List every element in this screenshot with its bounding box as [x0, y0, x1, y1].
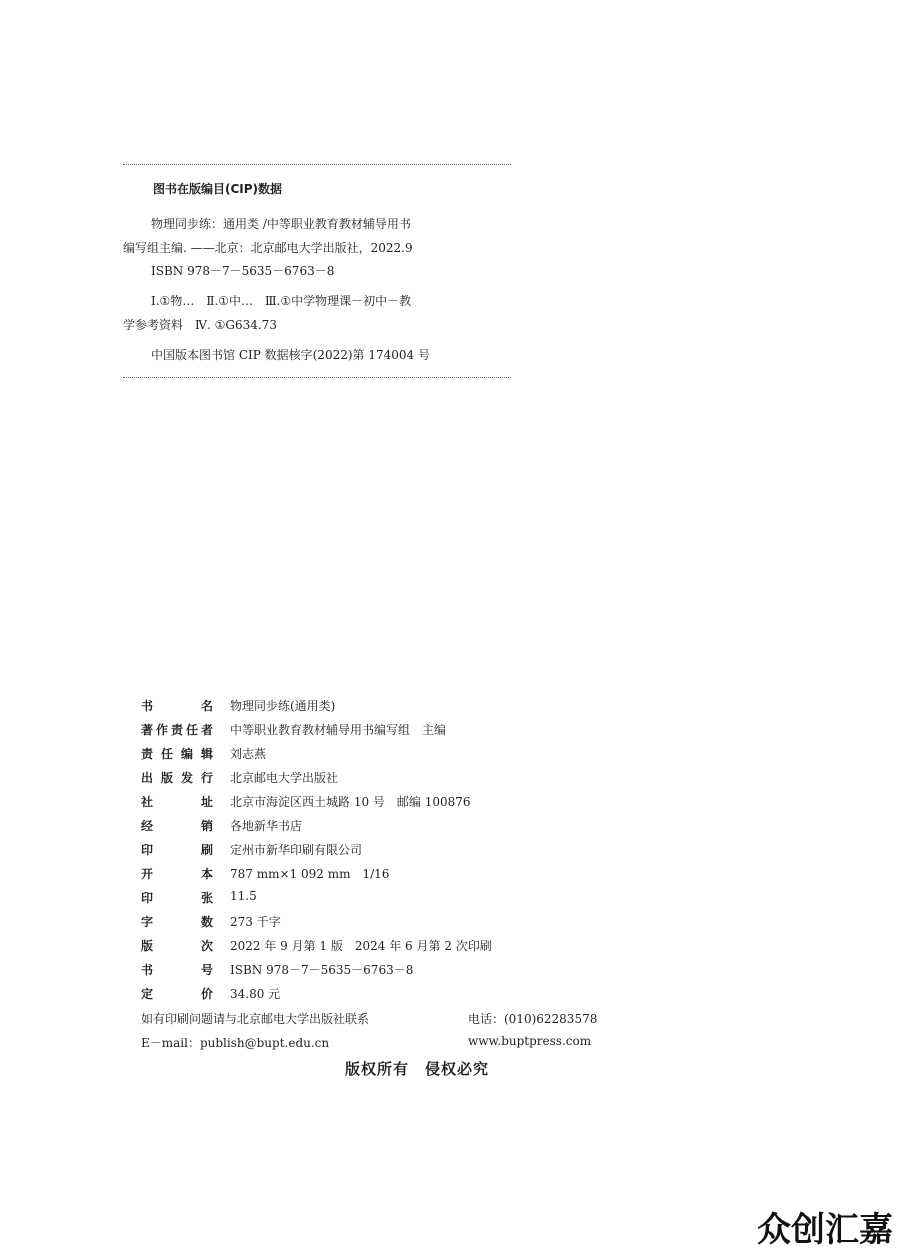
- info-value: 273 千字: [230, 915, 281, 929]
- info-value: 北京邮电大学出版社: [230, 771, 339, 785]
- publisher-website: www.buptpress.com: [468, 1034, 592, 1048]
- cip-line: 中国版本图书馆 CIP 数据核字(2022)第 174004 号: [151, 348, 430, 362]
- info-label: 字数: [141, 915, 213, 929]
- cip-line: 学参考资料 Ⅳ. ①G634.73: [123, 318, 277, 332]
- cip-data-block: [123, 164, 511, 378]
- cip-line: 物理同步练：通用类 /中等职业教育教材辅导用书: [151, 217, 411, 231]
- info-value: 各地新华书店: [230, 819, 303, 833]
- contact-email: E－mail：publish@bupt.edu.cn: [141, 1036, 330, 1050]
- cip-heading: 图书在版编目(CIP)数据: [153, 182, 283, 196]
- info-value: 2022 年 9 月第 1 版 2024 年 6 月第 2 次印刷: [230, 939, 492, 953]
- cip-line: ISBN 978－7－5635－6763－8: [151, 264, 335, 278]
- watermark-logo: 众创汇嘉: [757, 1210, 893, 1250]
- info-label: 经销: [141, 819, 213, 833]
- info-label: 出版发行: [141, 771, 213, 785]
- bottom-dotted-divider: [123, 377, 511, 378]
- contact-phone: 电话：(010)62283578: [468, 1012, 598, 1026]
- info-value: 中等职业教育教材辅导用书编写组 主编: [230, 723, 447, 737]
- info-value: 787 mm×1 092 mm 1/16: [230, 867, 390, 881]
- print-contact-text: 如有印刷问题请与北京邮电大学出版社联系: [141, 1012, 370, 1026]
- info-label: 书名: [141, 699, 213, 713]
- info-label: 责任编辑: [141, 747, 213, 761]
- info-label: 印刷: [141, 843, 213, 857]
- info-value: 定州市新华印刷有限公司: [230, 843, 363, 857]
- info-value: 物理同步练(通用类): [230, 699, 336, 713]
- info-value: 34.80 元: [230, 987, 281, 1001]
- cip-line: Ⅰ.①物… Ⅱ.①中… Ⅲ.①中学物理课－初中－教: [151, 294, 412, 308]
- cip-line: 编写组主编. ——北京：北京邮电大学出版社，2022.9: [123, 241, 413, 255]
- info-label: 印张: [141, 891, 213, 905]
- info-value: ISBN 978－7－5635－6763－8: [230, 963, 414, 977]
- info-label: 定价: [141, 987, 213, 1001]
- info-value: 刘志燕: [230, 747, 267, 761]
- info-value: 11.5: [230, 889, 257, 903]
- info-label: 书号: [141, 963, 213, 977]
- copyright-notice: 版权所有 侵权必究: [345, 1060, 490, 1078]
- info-label: 开本: [141, 867, 213, 881]
- info-label: 社址: [141, 795, 213, 809]
- info-value: 北京市海淀区西土城路 10 号 邮编 100876: [230, 795, 471, 809]
- info-label: 著作责任者: [141, 723, 213, 737]
- info-label: 版次: [141, 939, 213, 953]
- top-dotted-divider: [123, 164, 511, 165]
